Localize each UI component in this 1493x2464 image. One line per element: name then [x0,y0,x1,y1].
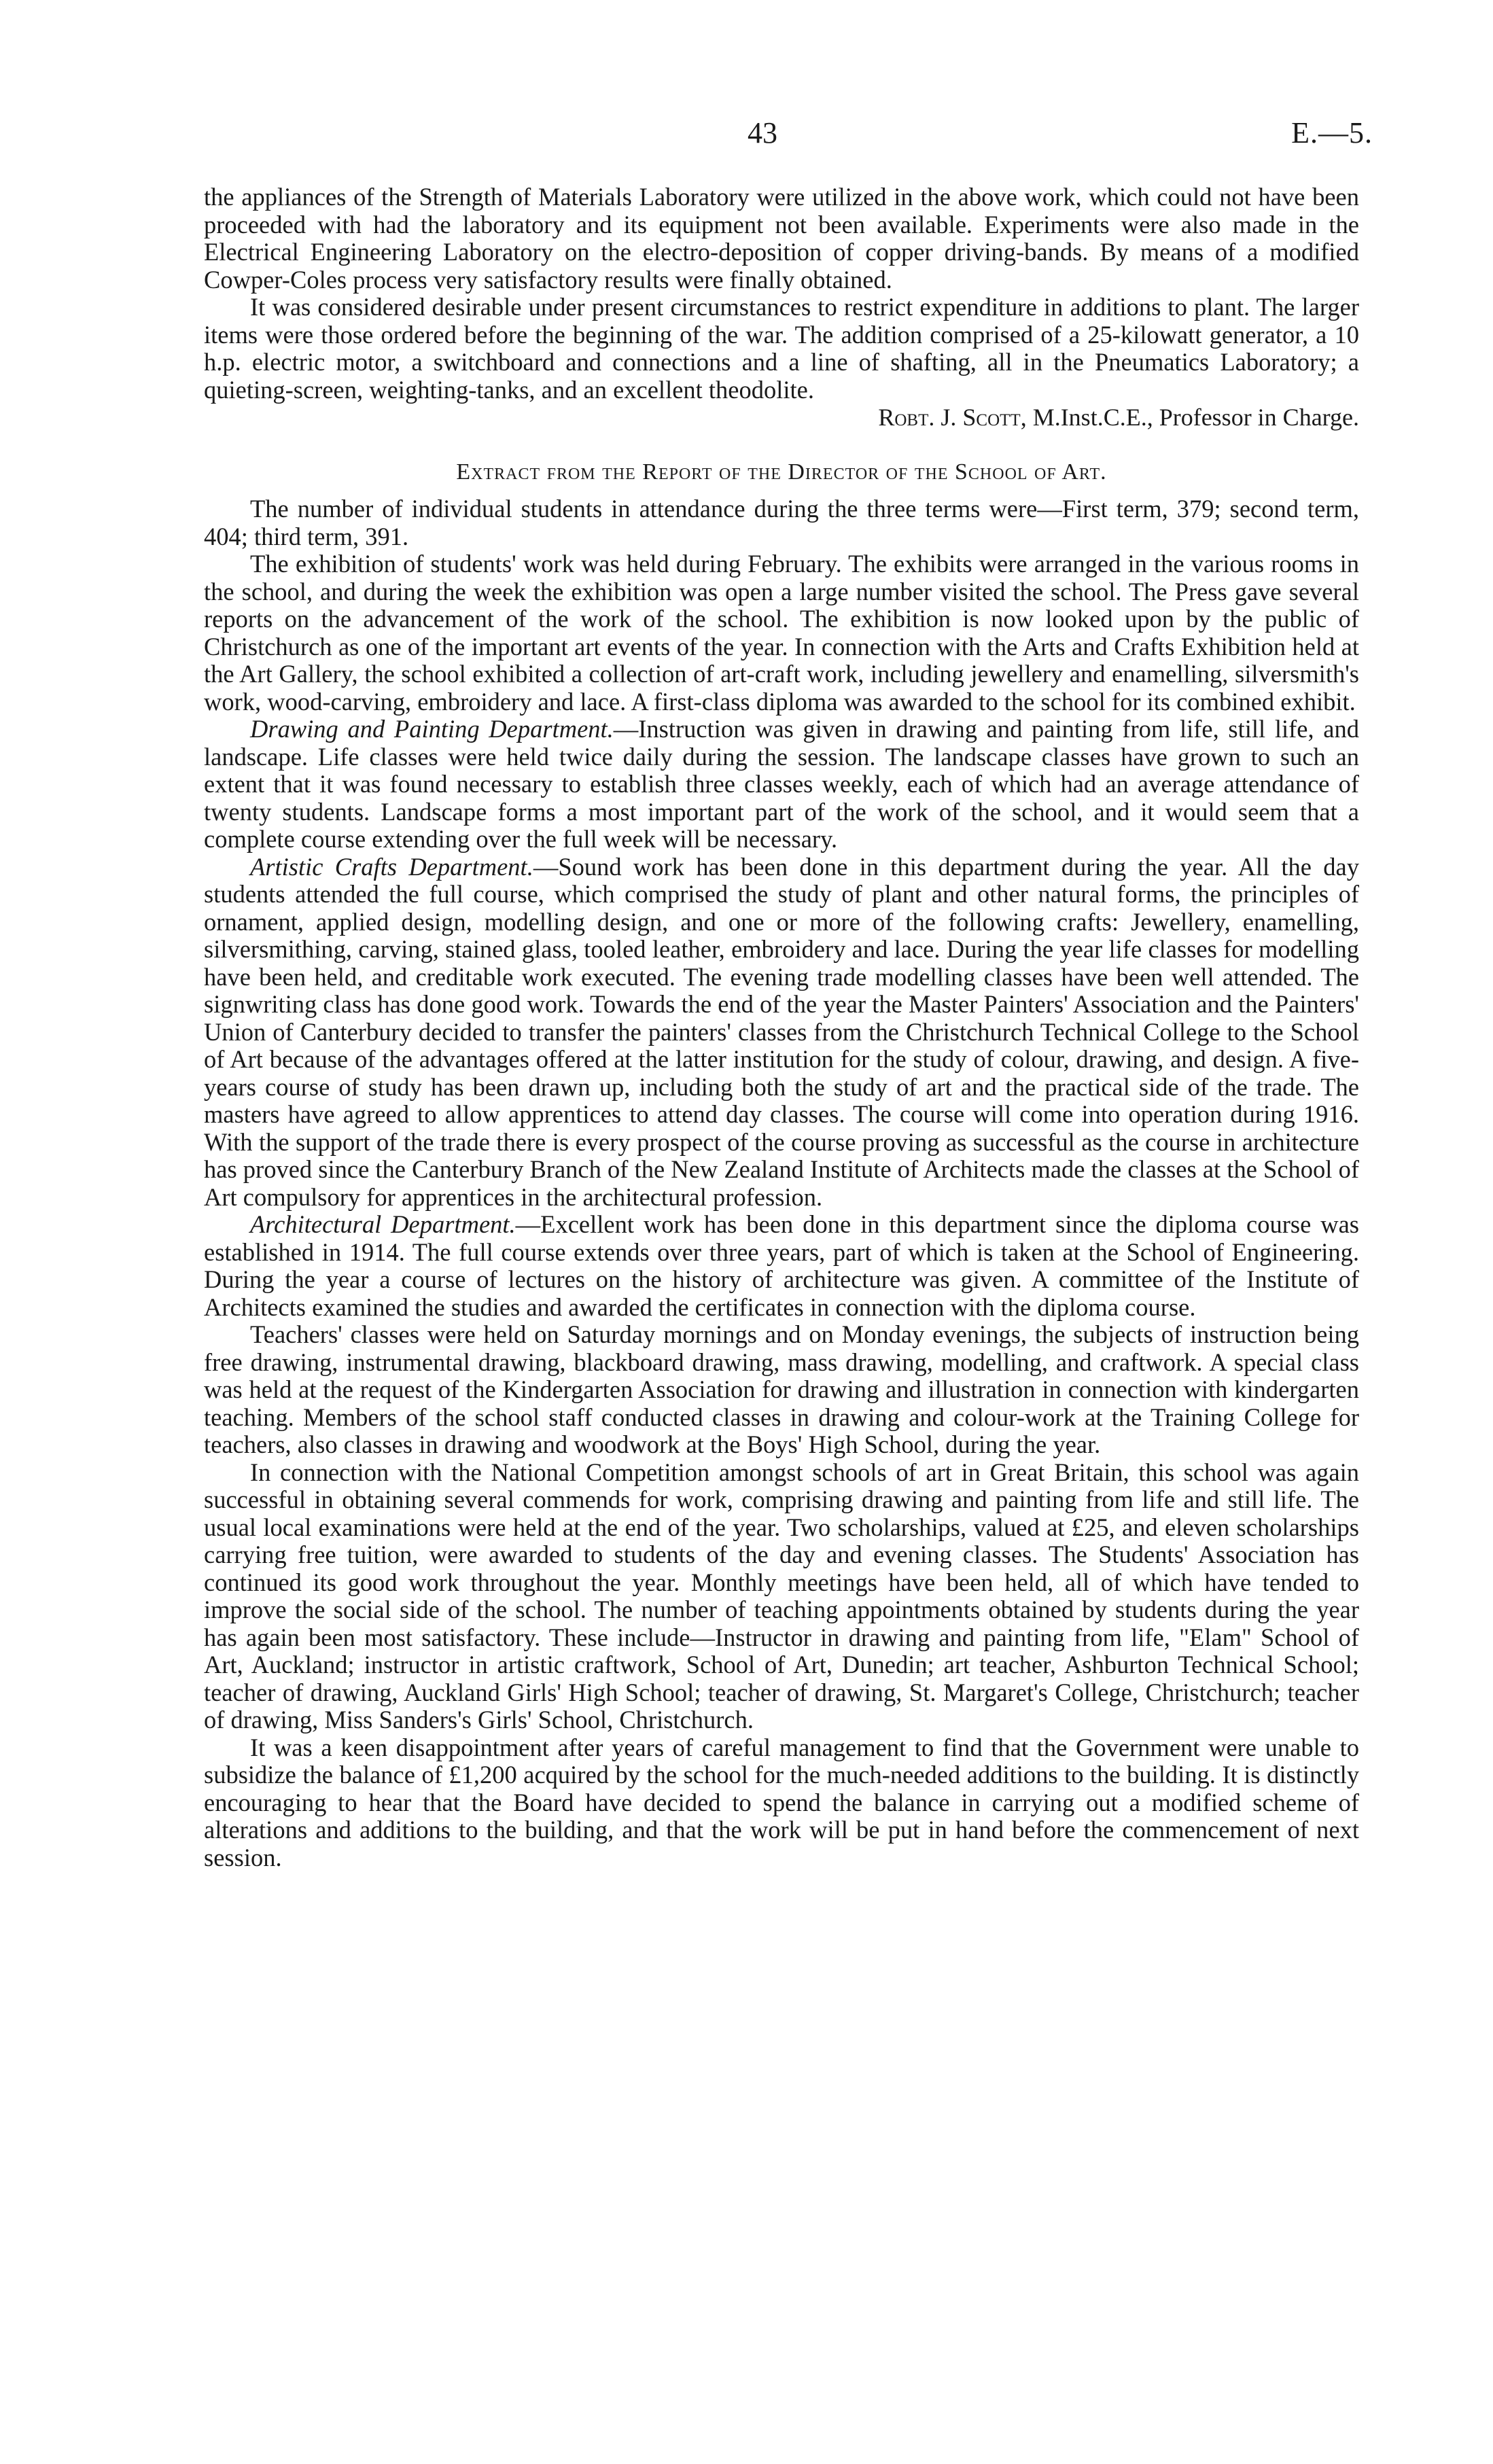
crafts-department-title: Artistic Crafts Department. [250,852,533,881]
architectural-department-body: —Excellent work has been done in this department since the diploma course was established in 1914. The full course extends over three years, part of which is taken at the School of Engineering. During the year a course of lectures on the history of architecture was given. A committee of the Institute of Architects examined the studies and awarded the certificates in connection with the diploma course. [204,1210,1359,1321]
crafts-department-body: —Sound work has been done in this department during the year. All the day students attended the full course, which comprised the study of plant and other natural forms, the principles of ornament, applied design, modelling design, and one or more of the following crafts: Jewellery, enamelling, silversmithing, carving, stained glass, tooled leather, embroidery and lace. During the year life classes for modelling have been held, and creditable work executed. The evening trade modelling classes have been well attended. The signwriting class has done good work. Towards the end of the year the Master Painters' Association and the Painters' Union of Canterbury decided to transfer the painters' classes from the Christchurch Technical College to the School of Art because of the advantages offered at the latter institution for the study of colour, drawing, and design. A five-years course of study has been drawn up, including both the study of art and the practical side of the trade. The masters have agreed to allow apprentices to attend day classes. The course will come into operation during 1916. With the support of the trade there is every prospect of the course proving as successful as the course in architecture has proved since the Canterbury Branch of the New Zealand Institute of Architects made the classes at the School of Art compulsory for apprentices in the architectural profession. [204,852,1359,1211]
drawing-department-paragraph [204,716,1359,853]
page-header [204,116,1373,163]
document-code: E.—5. [1291,116,1373,149]
drawing-department-body: —Instruction was given in drawing and painting from life, still life, and landscape. Life classes were held twice daily during the session. The landscape classes have grown to such an extent that it was found necessary to establish three classes weekly, each of which had an average attendance of twenty students. Landscape forms a most important part of the work of the school, and it would seem that a complete course extending over the full week will be necessary. [204,715,1359,853]
page-body [204,183,1359,1871]
architectural-department-title: Architectural Department. [250,1210,516,1238]
attendance-paragraph: The number of individual students in attendance during the three terms were—First term, 379; second term, 404; third term, 391. [204,495,1359,550]
page-number: 43 [748,116,777,149]
teachers-classes-paragraph: Teachers' classes were held on Saturday mornings and on Monday evenings, the subjects of instruction being free drawing, instrumental drawing, blackboard drawing, mass drawing, modelling, and craftwork. A special class was held at the request of the Kindergarten Association for drawing and illustration in connection with kindergarten teaching. Members of the school staff conducted classes in drawing and colour-work at the Training College for teachers, also classes in drawing and woodwork at the Boys' High School, during the year. [204,1320,1359,1458]
architectural-department-paragraph [204,1211,1359,1321]
plant-additions-paragraph: It was considered desirable under present circumstances to restrict expenditure in additions to plant. The larger items were those ordered before the beginning of the war. The addition comprised of a 25-kilowatt generator, a 10 h.p. electric motor, a switchboard and connections and a line of shafting, all in the Pneumatics Laboratory; a quieting-screen, weighting-tanks, and an excellent theodolite. [204,293,1359,404]
section-heading: Extract from the Report of the Director of the School of Art. [456,459,1107,485]
signature-name: Robt. J. Scott [878,404,1021,431]
signature-line [204,404,1359,432]
continuation-paragraph: the appliances of the Strength of Materials Laboratory were utilized in the above work, which could not have been proceeded with had the laboratory and its equipment not been available. Experiments were also made in the Electrical Engineering Laboratory on the electro-deposition of copper driving-bands. By means of a modified Cowper-Coles process very satisfactory results were finally obtained. [204,183,1359,294]
signature-title: , M.Inst.C.E., Professor in Charge. [1020,404,1359,431]
national-competition-paragraph: In connection with the National Competition amongst schools of art in Great Britain, this school was again successful in obtaining several commends for work, comprising drawing and painting from life and still life. The usual local examinations were held at the end of the year. Two scholarships, valued at £25, and eleven scholarships carrying free tuition, were awarded to students of the day and evening classes. The Students' Association has continued its good work throughout the year. Monthly meetings have been held, all of which have tended to improve the social side of the school. The number of teaching appointments obtained by students during the year has again been most satisfactory. These include—Instructor in drawing and painting from life, "Elam" School of Art, Auckland; instructor in artistic craftwork, School of Art, Dunedin; art teacher, Ashburton Technical School; teacher of drawing, Auckland Girls' High School; teacher of drawing, St. Margaret's College, Christchurch; teacher of drawing, Miss Sanders's Girls' School, Christchurch. [204,1458,1359,1733]
crafts-department-paragraph [204,853,1359,1212]
final-paragraph: It was a keen disappointment after years of careful management to find that the Government were unable to subsidize the balance of £1,200 acquired by the school for the much-needed additions to the building. It is distinctly encouraging to hear that the Board have decided to spend the balance in carrying out a modified scheme of alterations and additions to the building, and that the work will be put in hand before the commencement of next session. [204,1733,1359,1871]
drawing-department-title: Drawing and Painting Department. [250,715,614,743]
exhibition-paragraph: The exhibition of students' work was held during February. The exhibits were arranged in the various rooms in the school, and during the week the exhibition was open a large number visited the school. The Press gave several reports on the advancement of the work of the school. The exhibition is now looked upon by the public of Christchurch as one of the important art events of the year. In connection with the Arts and Crafts Exhibition held at the Art Gallery, the school exhibited a collection of art-craft work, including jewellery and enamelling, silversmith's work, wood-carving, embroidery and lace. A first-class diploma was awarded to the school for its combined exhibit. [204,550,1359,716]
